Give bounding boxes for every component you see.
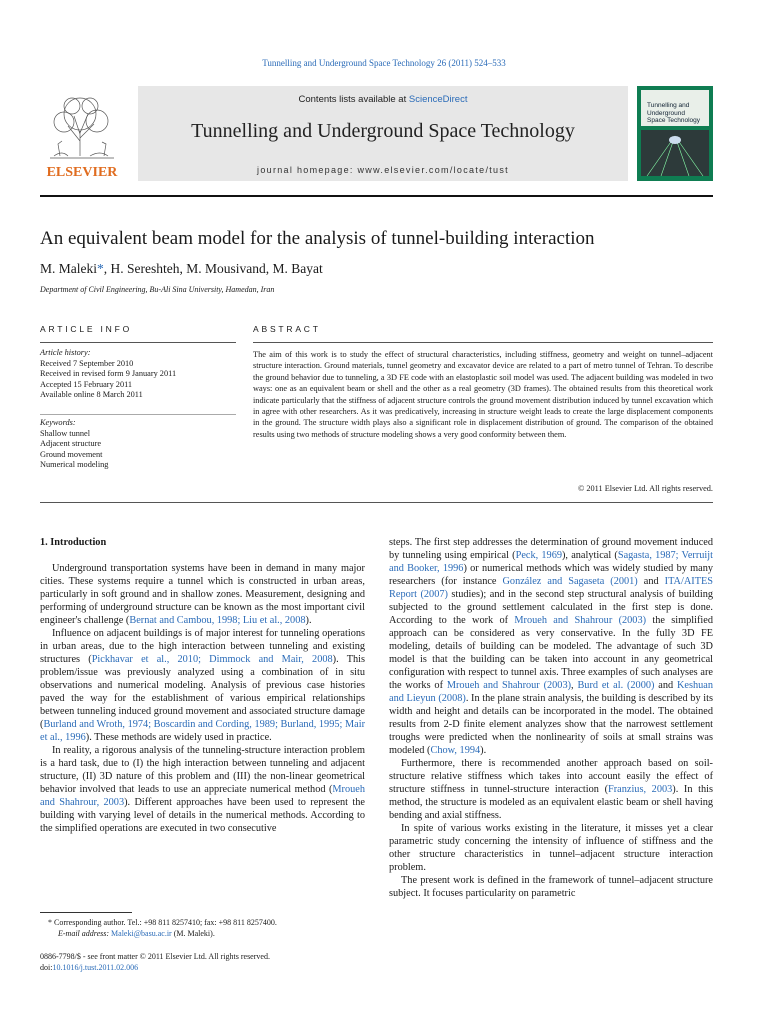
keyword: Shallow tunnel: [40, 428, 91, 438]
abstract-bottom-rule: [40, 502, 713, 503]
intro-paragraph: [389, 536, 713, 757]
text-run: studies); and in the second step structural analysis of building subjected to the ground settlement calculated in the first step is done. According to the work of: [389, 589, 713, 626]
text-run: and: [637, 576, 665, 587]
intro-paragraph: In spite of various works existing in the literature, it misses yet a clear parametric study concerning the intensity of influence of stiffness and the other structure characteristics in tunnel–adjacent structure interaction problem.: [389, 823, 713, 873]
citation-link[interactable]: Mroueh and Shahrour (2003): [446, 680, 572, 691]
intro-paragraph: [389, 757, 713, 822]
citation-link[interactable]: González and Sagaseta (2001): [502, 576, 638, 587]
article-info-rule: [40, 342, 236, 343]
citation-link[interactable]: Mroueh and Shahrour, 2003: [40, 784, 365, 808]
history-item: Received 7 September 2010: [40, 358, 134, 368]
author-list: [40, 261, 323, 277]
issn-line: 0886-7798/$ - see front matter © 2011 Elsevier Ltd. All rights reserved.: [40, 952, 270, 961]
email-line: [40, 929, 370, 940]
issn-doi: [40, 952, 440, 973]
abstract-rule: [253, 342, 713, 343]
email-link[interactable]: Maleki@basu.ac.ir: [111, 928, 172, 938]
contents-prefix: Contents lists available at: [298, 94, 407, 105]
keywords: [40, 418, 236, 471]
history-label: Article history:: [40, 348, 91, 357]
journal-cover: [637, 86, 713, 181]
abstract-copyright: © 2011 Elsevier Ltd. All rights reserved.: [577, 484, 713, 493]
article-history: [40, 348, 236, 401]
text-run: ). In this method, the structure is modeled as an equivalent elastic beam or shell having bending and axial stiffness.: [389, 784, 713, 821]
text-run: ,: [571, 680, 578, 691]
text-run: ). These methods are widely used in practice.: [85, 732, 272, 743]
text-run: ).: [480, 745, 487, 756]
abstract-text: The aim of this work is to study the effect of structural characteristics, including stiffness, geometry and weight on tunnel–adjacent structure interaction. Ground materials, tunnel geometry and excavator device are related to a part of metro tunnel of Tehran. To describe the ground behavior due to tunneling, a 3D FE code with an elastoplastic soil model was used. The adjacent building was modeled in two ways: one as an equivalent beam or shell and the other as a real geometry (3D frames). The obtained results from this theoretical work indicate particularly that the stiffness of adjacent structure controls the ground movement distribution induced by tunnel excavation which in agree with other researchers. As it was predicatively, increasing in structure weight leads to create the large displacement components in the ground. The structure width plays also a significant role in displacement distribution of ground. The comparison of the obtained results using two methods of structure modeling shows a very good conformity between them.: [253, 350, 713, 439]
text-run: Furthermore, there is recommended another approach based on soil-structure relative stiffness which takes into account easily the effect of structure stiffness in tunnel-structure interaction (: [389, 758, 713, 795]
intro-paragraph: [40, 744, 365, 835]
text-run: ) or numerical methods which was widely studied by many researchers (for instance: [389, 563, 713, 587]
text-run: ).: [305, 615, 312, 626]
intro-paragraph: [40, 562, 365, 627]
citation-link[interactable]: Keshuan and Lieyun (2008): [389, 680, 714, 704]
text-run: Underground transportation systems have been in demand in many major cities. These systems require a tunnel which is constructed in urban areas, particularly in soft ground and in shallow zones. Measurement, designing and performing of underground structure can be known as the most important civil engineer's challenge (: [40, 563, 365, 626]
article-title: An equivalent beam model for the analysis of tunnel-building interaction: [40, 228, 595, 249]
journal-title: Tunnelling and Underground Space Technology: [191, 120, 575, 142]
abstract-heading: ABSTRACT: [253, 324, 321, 334]
affiliation: Department of Civil Engineering, Bu-Ali Sina University, Hamedan, Iran: [40, 285, 275, 294]
corresponding-note: * Corresponding author. Tel.: +98 811 8257410; fax: +98 811 8257400.: [48, 918, 277, 927]
elsevier-tree-icon: [40, 86, 124, 181]
doi-line: [40, 963, 440, 974]
history-item: Available online 8 March 2011: [40, 390, 143, 400]
keyword: Ground movement: [40, 449, 103, 459]
doi-label: doi:: [40, 962, 53, 972]
journal-citation[interactable]: Tunnelling and Underground Space Technology 26 (2011) 524–533: [262, 58, 506, 68]
citation-link[interactable]: Sagasta, 1987; Verruijt and Booker, 1996: [389, 550, 714, 574]
sciencedirect-link[interactable]: ScienceDirect: [408, 94, 468, 105]
citation-link[interactable]: ITA/AITES Report (2007): [389, 576, 714, 600]
first-author: M. Maleki: [40, 261, 97, 276]
citation-link[interactable]: Peck, 1969: [515, 550, 562, 561]
citation-link[interactable]: Franzius, 2003: [608, 784, 673, 795]
text-run: and: [654, 680, 677, 691]
contents-line: [138, 94, 628, 105]
text-run: steps. The first step addresses the determination of ground movement induced by tunneling using empirical (: [389, 537, 713, 561]
citation-link[interactable]: Chow, 1994: [430, 745, 481, 756]
journal-homepage[interactable]: journal homepage: www.elsevier.com/locate/tust: [257, 165, 509, 175]
citation-link[interactable]: Bernat and Cambou, 1998; Liu et al., 2008: [129, 615, 306, 626]
cover-tunnel-image: [641, 130, 709, 176]
citation-link[interactable]: Burd et al. (2000): [577, 680, 655, 691]
intro-left-column: [40, 536, 365, 835]
cover-title: Tunnelling and Underground Space Technology: [647, 102, 701, 124]
email-tail: (M. Maleki).: [171, 928, 215, 938]
history-item: Accepted 15 February 2011: [40, 379, 133, 389]
text-run: ). Different approaches have been used to represent the building with varying level of details in the numerical methods. According to the simplified operations are executed in two consecutive: [40, 797, 365, 834]
text-run: In reality, a rigorous analysis of the tunneling-structure interaction problem is a hard task, due to (I) the high interaction between tunneling and adjacent structure, (II) 3D nature of this problem and (III) the non-linear geometrical behavior involved that leads to use an appreciate numerical method (: [40, 745, 365, 795]
elsevier-logo: [40, 86, 124, 181]
article-info-heading: ARTICLE INFO: [40, 324, 133, 334]
history-item: Received in revised form 9 January 2011: [40, 369, 177, 379]
publisher-name: ELSEVIER: [46, 165, 118, 180]
cover-title-panel: [641, 90, 709, 126]
text-run: ), analytical (: [562, 550, 618, 561]
citation-link[interactable]: Burland and Wroth, 1974; Boscardin and Cording, 1989; Burland, 1995; Mair et al., 1996: [40, 719, 365, 743]
citation-link[interactable]: Pickhavar et al., 2010; Dimmock and Mair, 2008: [91, 654, 333, 665]
header-rule: [40, 195, 713, 197]
text-run: . In the plane strain analysis, the building is described by its width and height and details can be incorporated in the model. The obtained results from 2-D finite element analyzes show that the narrowest settlement troughs were predicted when the nonlinearity of soils at small strains was modeled (: [389, 693, 713, 756]
keywords-rule: [40, 414, 236, 415]
corresponding-author-mark[interactable]: *: [97, 261, 104, 276]
other-authors: , H. Sereshteh, M. Mousivand, M. Bayat: [103, 261, 323, 276]
text-run: ). This problem/issue was previously analyzed using a combination of in situ observations and numerical modeling. Analysis of previous case histories paved the way for the establishment of various empirical relationships between tunneling induced ground movement and associated structure damage (: [40, 654, 365, 730]
text-run: the simplified approach can be considered as very conservative. In the fully 3D FE modeling, details of building can be modeled. The advantage of such 3D model is that the building can be taken into account in any geometrical configuration with respect to tunnel axis. Three examples of such analyses are the works of: [389, 615, 714, 691]
intro-heading: 1. Introduction: [40, 537, 107, 548]
text-run: Influence on adjacent buildings is of major interest for tunneling operations in urban areas, due to the high interaction between tunneling and existing structures (: [40, 628, 365, 665]
citation-link[interactable]: Mroueh and Shahrour (2003): [514, 615, 647, 626]
footnote: [40, 918, 370, 939]
email-label: E-mail address:: [58, 928, 112, 938]
keywords-label: Keywords:: [40, 418, 76, 427]
footnote-rule: [40, 912, 132, 913]
doi-link[interactable]: 10.1016/j.tust.2011.02.006: [52, 962, 139, 972]
keyword: Numerical modeling: [40, 460, 109, 470]
intro-paragraph: The present work is defined in the framework of tunnel–adjacent structure subject. It focuses particularity on parametric: [389, 875, 713, 899]
intro-paragraph: [40, 627, 365, 744]
intro-right-column: [389, 536, 713, 900]
keyword: Adjacent structure: [40, 439, 102, 449]
journal-masthead: [138, 86, 628, 181]
